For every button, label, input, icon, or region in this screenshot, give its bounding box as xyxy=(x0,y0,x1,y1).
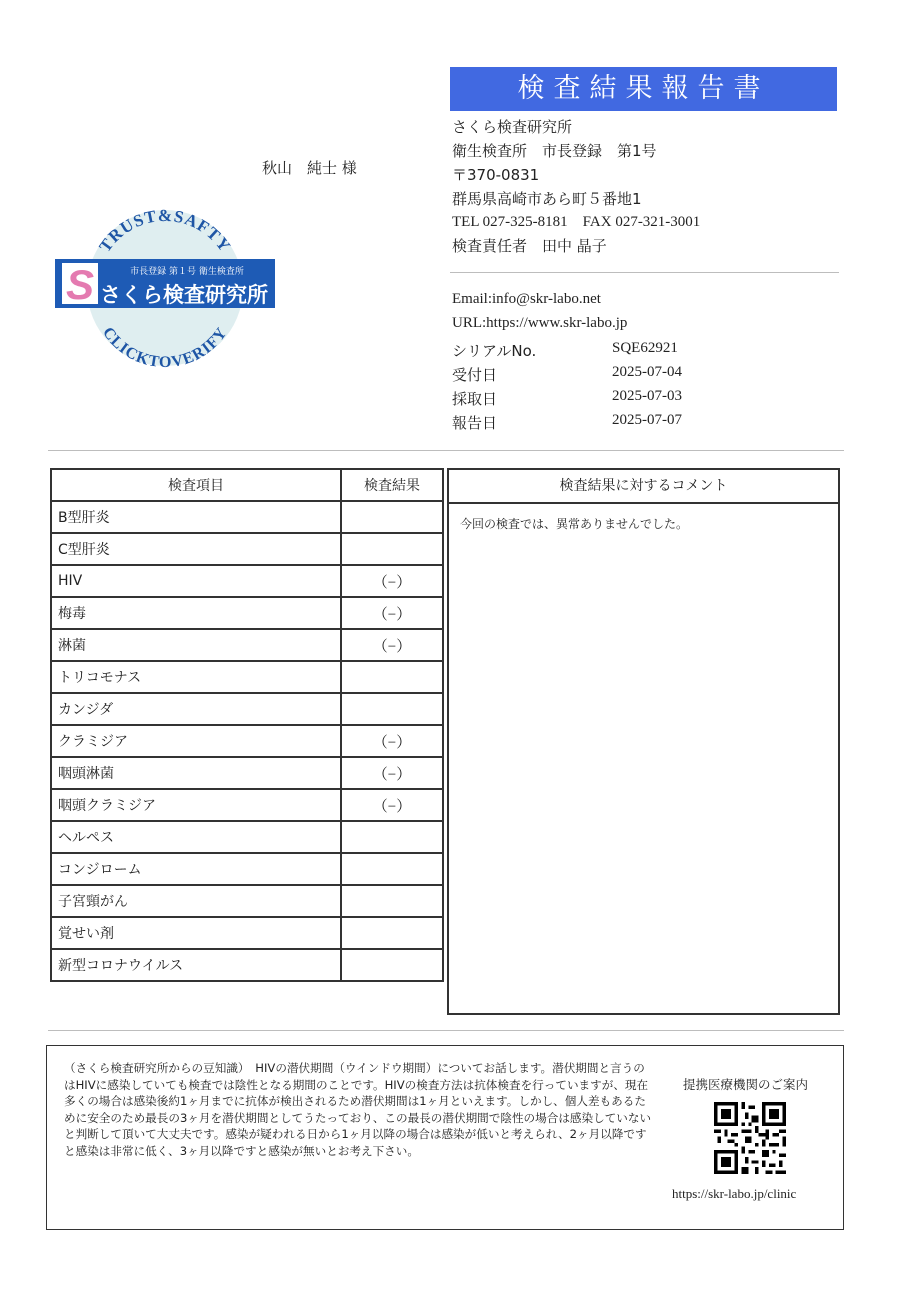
table-row xyxy=(51,501,443,533)
table-row xyxy=(51,725,443,757)
test-result xyxy=(341,821,443,853)
table-row xyxy=(51,597,443,629)
test-result: （−） xyxy=(341,757,443,789)
tips-text: （さくら検査研究所からの豆知識） HIVの潜伏期間（ウインドウ期間）についてお話します。潜伏期間と言うのはHIVに感染していても検査では陰性となる期間のことです。HIVの検査方法は抗体検査を行っていますが、現在多くの場合は感染後約1ヶ月までに抗体が検出されるため潜伏期間は1ヶ月といえます。しかし、個人差もあるために安全のため最長の3ヶ月を潜伏期間としてうたっており、この最長の潜伏期間で陰性の場合は感染していないと判断して頂いて大丈夫です。感染が疑われる日から1ヶ月以降の場合は感染が低いと考えられ、2ヶ月以降ですと感染は非常に低く、3ヶ月以降ですと感染が無いとお考え下さい。 xyxy=(64,1061,652,1158)
test-item: B型肝炎 xyxy=(51,501,341,533)
org-url[interactable]: URL:https://www.skr-labo.jp xyxy=(452,315,628,331)
test-result xyxy=(341,693,443,725)
org-divider xyxy=(450,272,839,273)
test-result xyxy=(341,533,443,565)
org-address: 群馬県高崎市あら町５番地1 xyxy=(452,190,642,208)
seal-s-logo-icon: S xyxy=(65,261,95,308)
patient-name: 秋山 純士 様 xyxy=(262,159,357,177)
report-date-label: 報告日 xyxy=(452,414,498,432)
table-row xyxy=(51,949,443,981)
org-registration: 衛生検査所 市長登録 第1号 xyxy=(452,142,657,160)
test-result xyxy=(341,885,443,917)
test-item: クラミジア xyxy=(51,725,341,757)
test-result xyxy=(341,949,443,981)
test-result: （−） xyxy=(341,597,443,629)
table-row xyxy=(51,661,443,693)
seal-line1: 市長登録 第１号 衛生検査所 xyxy=(130,267,244,277)
clinic-label: 提携医療機関のご案内 xyxy=(683,1077,809,1092)
test-item: カンジダ xyxy=(51,693,341,725)
table-row xyxy=(51,629,443,661)
comment-text: 今回の検査では、異常ありませんでした。 xyxy=(460,517,689,531)
test-item: ヘルペス xyxy=(51,821,341,853)
report-date-value: 2025-07-07 xyxy=(612,412,682,428)
table-row xyxy=(51,533,443,565)
received-date-value: 2025-07-04 xyxy=(612,364,682,380)
test-result: （−） xyxy=(341,629,443,661)
header-divider xyxy=(48,450,844,451)
table-row xyxy=(51,821,443,853)
test-item: コンジローム xyxy=(51,853,341,885)
serial-label: シリアルNo. xyxy=(452,342,537,360)
seal-line2: さくら検査研究所 xyxy=(100,283,268,307)
received-date-label: 受付日 xyxy=(452,366,498,384)
test-result: （−） xyxy=(341,789,443,821)
org-tel-fax: TEL 027-325-8181 FAX 027-321-3001 xyxy=(452,214,701,230)
test-item: トリコモナス xyxy=(51,661,341,693)
table-row xyxy=(51,693,443,725)
test-item: 新型コロナウイルス xyxy=(51,949,341,981)
qr-code-icon[interactable] xyxy=(714,1102,786,1174)
results-header-row xyxy=(51,469,443,501)
seal-arc-top: TRUST&SAFTY xyxy=(95,205,235,256)
table-row xyxy=(51,757,443,789)
test-item: 咽頭クラミジア xyxy=(51,789,341,821)
table-row xyxy=(51,885,443,917)
test-item: C型肝炎 xyxy=(51,533,341,565)
footer-divider xyxy=(48,1030,844,1031)
table-row xyxy=(51,917,443,949)
test-item: 覚せい剤 xyxy=(51,917,341,949)
collected-date-value: 2025-07-03 xyxy=(612,388,682,404)
comment-header: 検査結果に対するコメント xyxy=(449,470,838,504)
results-table xyxy=(50,468,444,982)
tips-box xyxy=(46,1045,844,1230)
test-result: （−） xyxy=(341,725,443,757)
seal-arc-bottom: CLICKTOVERIFY xyxy=(99,324,231,368)
comment-box xyxy=(447,468,840,1015)
test-item: 梅毒 xyxy=(51,597,341,629)
test-item: 淋菌 xyxy=(51,629,341,661)
col-header-item: 検査項目 xyxy=(51,469,341,501)
org-name: さくら検査研究所 xyxy=(452,118,573,136)
test-result xyxy=(341,853,443,885)
collected-date-label: 採取日 xyxy=(452,390,498,408)
table-row xyxy=(51,789,443,821)
test-item: HIV xyxy=(51,565,341,597)
test-item: 咽頭淋菌 xyxy=(51,757,341,789)
test-result xyxy=(341,661,443,693)
table-row xyxy=(51,565,443,597)
clinic-url[interactable]: https://skr-labo.jp/clinic xyxy=(672,1186,797,1201)
report-title: 検査結果報告書 xyxy=(450,67,837,111)
table-row xyxy=(51,853,443,885)
lab-seal-logo xyxy=(52,198,278,368)
org-postal: 〒370-0831 xyxy=(452,166,540,184)
col-header-result: 検査結果 xyxy=(341,469,443,501)
test-result xyxy=(341,917,443,949)
org-manager: 検査責任者 田中 晶子 xyxy=(452,237,607,255)
test-item: 子宮頸がん xyxy=(51,885,341,917)
serial-value: SQE62921 xyxy=(612,340,678,356)
org-email[interactable]: Email:info@skr-labo.net xyxy=(452,291,601,307)
test-result: （−） xyxy=(341,565,443,597)
test-result xyxy=(341,501,443,533)
